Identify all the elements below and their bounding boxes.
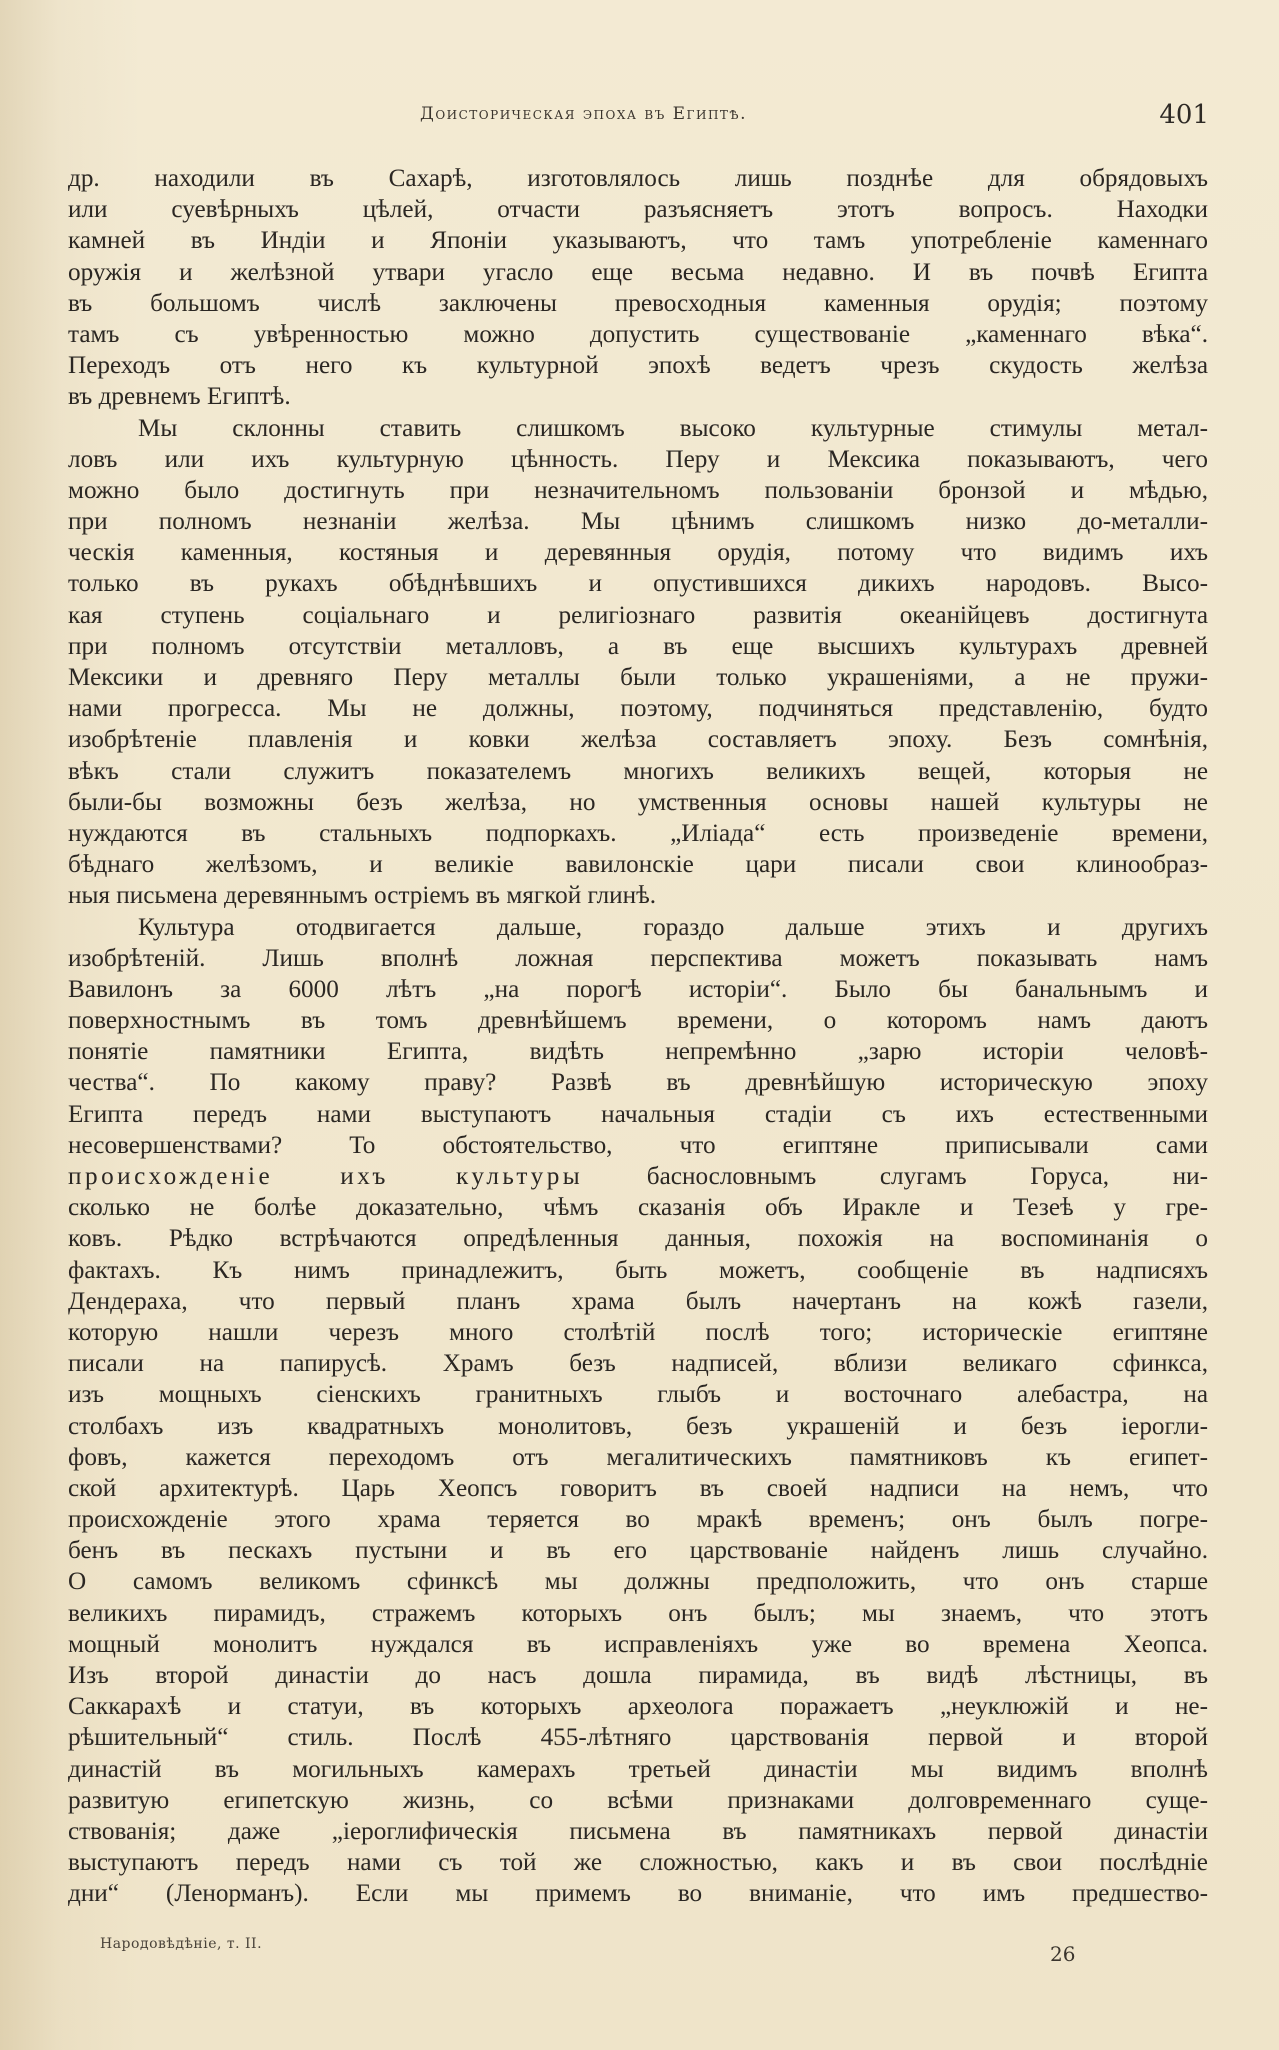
text-line: изобрѣтеніе плавленія и ковки желѣза составляетъ эпоху. Безъ сомнѣнія,	[68, 726, 1208, 754]
text-line: Переходъ отъ него къ культурной эпохѣ ведетъ чрезъ скудость желѣза	[68, 352, 1208, 380]
text-line: О самомъ великомъ сфинксѣ мы должны предположить, что онъ старше	[68, 1568, 1208, 1596]
text-line: происхожденіе ихъ культуры баснословнымъ слугамъ Горуса, ни-	[68, 1163, 1208, 1190]
text-line: ныя письмена деревяннымъ остріемъ въ мягкой глинѣ.	[68, 882, 657, 910]
text-line: несовершенствами? То обстоятельство, что египтяне приписывали сами	[68, 1131, 1208, 1159]
text-line: которую нашли черезъ много столѣтій послѣ того; историческіе египтяне	[68, 1318, 1208, 1346]
body-text	[68, 163, 1208, 1910]
text-line: ческія каменныя, костяныя и деревянныя орудія, потому что видимъ ихъ	[68, 539, 1208, 567]
text-line: ковъ. Рѣдко встрѣчаются опредѣленныя данныя, похожія на воспоминанія о	[68, 1225, 1208, 1253]
text-line: изъ мощныхъ сіенскихъ гранитныхъ глыбъ и восточнаго алебастра, на	[68, 1381, 1208, 1409]
text-line: были-бы возможны безъ желѣза, но умственныя основы нашей культуры не	[68, 788, 1208, 816]
text-line: нами прогресса. Мы не должны, поэтому, подчиняться представленію, будто	[68, 695, 1208, 723]
text-line: оружія и желѣзной утвари угасло еще весьма недавно. И въ почвѣ Египта	[68, 258, 1208, 286]
text-line: фовъ, кажется переходомъ отъ мегалитическихъ памятниковъ къ египет-	[68, 1443, 1208, 1471]
text-line: въ большомъ числѣ заключены превосходныя каменныя орудія; поэтому	[68, 289, 1208, 317]
text-line: понятіе памятники Египта, видѣть непремѣнно „зарю исторіи человѣ-	[68, 1038, 1208, 1066]
text-line: бенъ въ пескахъ пустыни и въ его царствованіе найденъ лишь случайно.	[68, 1537, 1208, 1565]
text-line: при полномъ незнаніи желѣза. Мы цѣнимъ слишкомъ низко до-металли-	[68, 508, 1208, 536]
text-line: вѣкъ стали служитъ показателемъ многихъ великихъ вещей, которыя не	[68, 757, 1208, 785]
running-head	[0, 100, 1279, 136]
page-footer	[0, 1936, 1279, 1976]
text-line: тамъ съ увѣренностью можно допустить существованіе „каменнаго вѣка“.	[68, 320, 1208, 348]
text-line: столбахъ изъ квадратныхъ монолитовъ, безъ украшеній и безъ іерогли-	[68, 1412, 1208, 1440]
text-line: камней въ Индіи и Японіи указываютъ, что тамъ употребленіе каменнаго	[68, 227, 1208, 255]
text-line: выступаютъ передъ нами съ той же сложностью, какъ и въ свои послѣдніе	[68, 1849, 1208, 1877]
footer-signature: Народовѣдѣніе, т. II.	[100, 1936, 263, 1952]
text-line: кая ступень соціальнаго и религіознаго развитія океанійцевъ достигнута	[68, 601, 1208, 629]
sheet-number: 26	[1050, 1942, 1076, 1966]
text-line: или суевѣрныхъ цѣлей, отчасти разъясняетъ этотъ вопросъ. Находки	[68, 196, 1208, 224]
running-title: Доисторическая эпоха въ Египтѣ.	[420, 104, 747, 124]
text-line: Культура отодвигается дальше, гораздо дальше этихъ и другихъ	[138, 913, 1208, 941]
text-line: сколько не болѣе доказательно, чѣмъ сказанія объ Иракле и Тезеѣ у гре-	[68, 1194, 1208, 1222]
text-line: Саккарахѣ и статуи, въ которыхъ археолога поражаетъ „неуклюжій и не-	[68, 1693, 1208, 1721]
text-line: изобрѣтеній. Лишь вполнѣ ложная перспектива можетъ показывать намъ	[68, 944, 1208, 972]
emphasized-phrase: происхожденіе ихъ культуры	[68, 1163, 584, 1190]
text-line: династій въ могильныхъ камерахъ третьей династіи мы видимъ вполнѣ	[68, 1755, 1208, 1783]
text-line: Изъ второй династіи до насъ дошла пирамида, въ видѣ лѣстницы, въ	[68, 1662, 1208, 1689]
text-line: рѣшительный“ стиль. Послѣ 455-лѣтняго царствованія первой и второй	[68, 1724, 1208, 1752]
text-line: писали на папирусѣ. Храмъ безъ надписей, вблизи великаго сфинкса,	[68, 1350, 1208, 1378]
text-line: чества“. По какому праву? Развѣ въ древнѣйшую историческую эпоху	[68, 1069, 1208, 1097]
text-line: нуждаются въ стальныхъ подпоркахъ. „Иліада“ есть произведеніе времени,	[68, 819, 1208, 847]
text-line: фактахъ. Къ нимъ принадлежитъ, быть можетъ, сообщеніе въ надписяхъ	[68, 1256, 1208, 1284]
text-line: развитую египетскую жизнь, со всѣми признаками долговременнаго суще-	[68, 1786, 1208, 1814]
text-line: мощный монолитъ нуждался въ исправленіяхъ уже во времена Хеопса.	[68, 1630, 1208, 1658]
text-line: ствованія; даже „іероглифическія письмена въ памятникахъ первой династіи	[68, 1817, 1208, 1845]
text-line: только въ рукахъ обѣднѣвшихъ и опустившихся дикихъ народовъ. Высо-	[68, 570, 1208, 598]
text-line: Дендераха, что первый планъ храма былъ начертанъ на кожѣ газели,	[68, 1287, 1208, 1315]
text-line: Египта передъ нами выступаютъ начальныя стадіи съ ихъ естественными	[68, 1100, 1208, 1128]
text-line: Вавилонъ за 6000 лѣтъ „на порогѣ исторіи“. Было бы банальнымъ и	[68, 975, 1208, 1003]
text-line: Мексики и древняго Перу металлы были только украшеніями, а не пружи-	[68, 664, 1208, 691]
page-number: 401	[1159, 100, 1209, 130]
text-line: др. находили въ Сахарѣ, изготовлялось лишь позднѣе для обрядовыхъ	[68, 165, 1208, 192]
text-line: ловъ или ихъ культурную цѣнность. Перу и Мексика показываютъ, чего	[68, 445, 1208, 473]
text-line: великихъ пирамидъ, стражемъ которыхъ онъ былъ; мы знаемъ, что этотъ	[68, 1599, 1208, 1627]
text-line: Мы склонны ставить слишкомъ высоко культурные стимулы метал-	[138, 414, 1208, 442]
text-line: ской архитектурѣ. Царь Хеопсъ говоритъ въ своей надписи на немъ, что	[68, 1474, 1208, 1502]
text-line: можно было достигнуть при незначительномъ пользованіи бронзой и мѣдью,	[68, 476, 1208, 504]
text-line: поверхностнымъ въ томъ древнѣйшемъ времени, о которомъ намъ даютъ	[68, 1007, 1208, 1035]
text-line: при полномъ отсутствіи металловъ, а въ еще высшихъ культурахъ древней	[68, 632, 1208, 660]
text-line: дни“ (Ленорманъ). Если мы примемъ во вниманіе, что имъ предшество-	[68, 1880, 1208, 1908]
text-line: бѣднаго желѣзомъ, и великіе вавилонскіе цари писали свои клинообраз-	[68, 851, 1208, 879]
text-line: происхожденіе этого храма теряется во мракѣ временъ; онъ былъ погре-	[68, 1506, 1208, 1534]
text-line: въ древнемъ Египтѣ.	[68, 383, 291, 411]
